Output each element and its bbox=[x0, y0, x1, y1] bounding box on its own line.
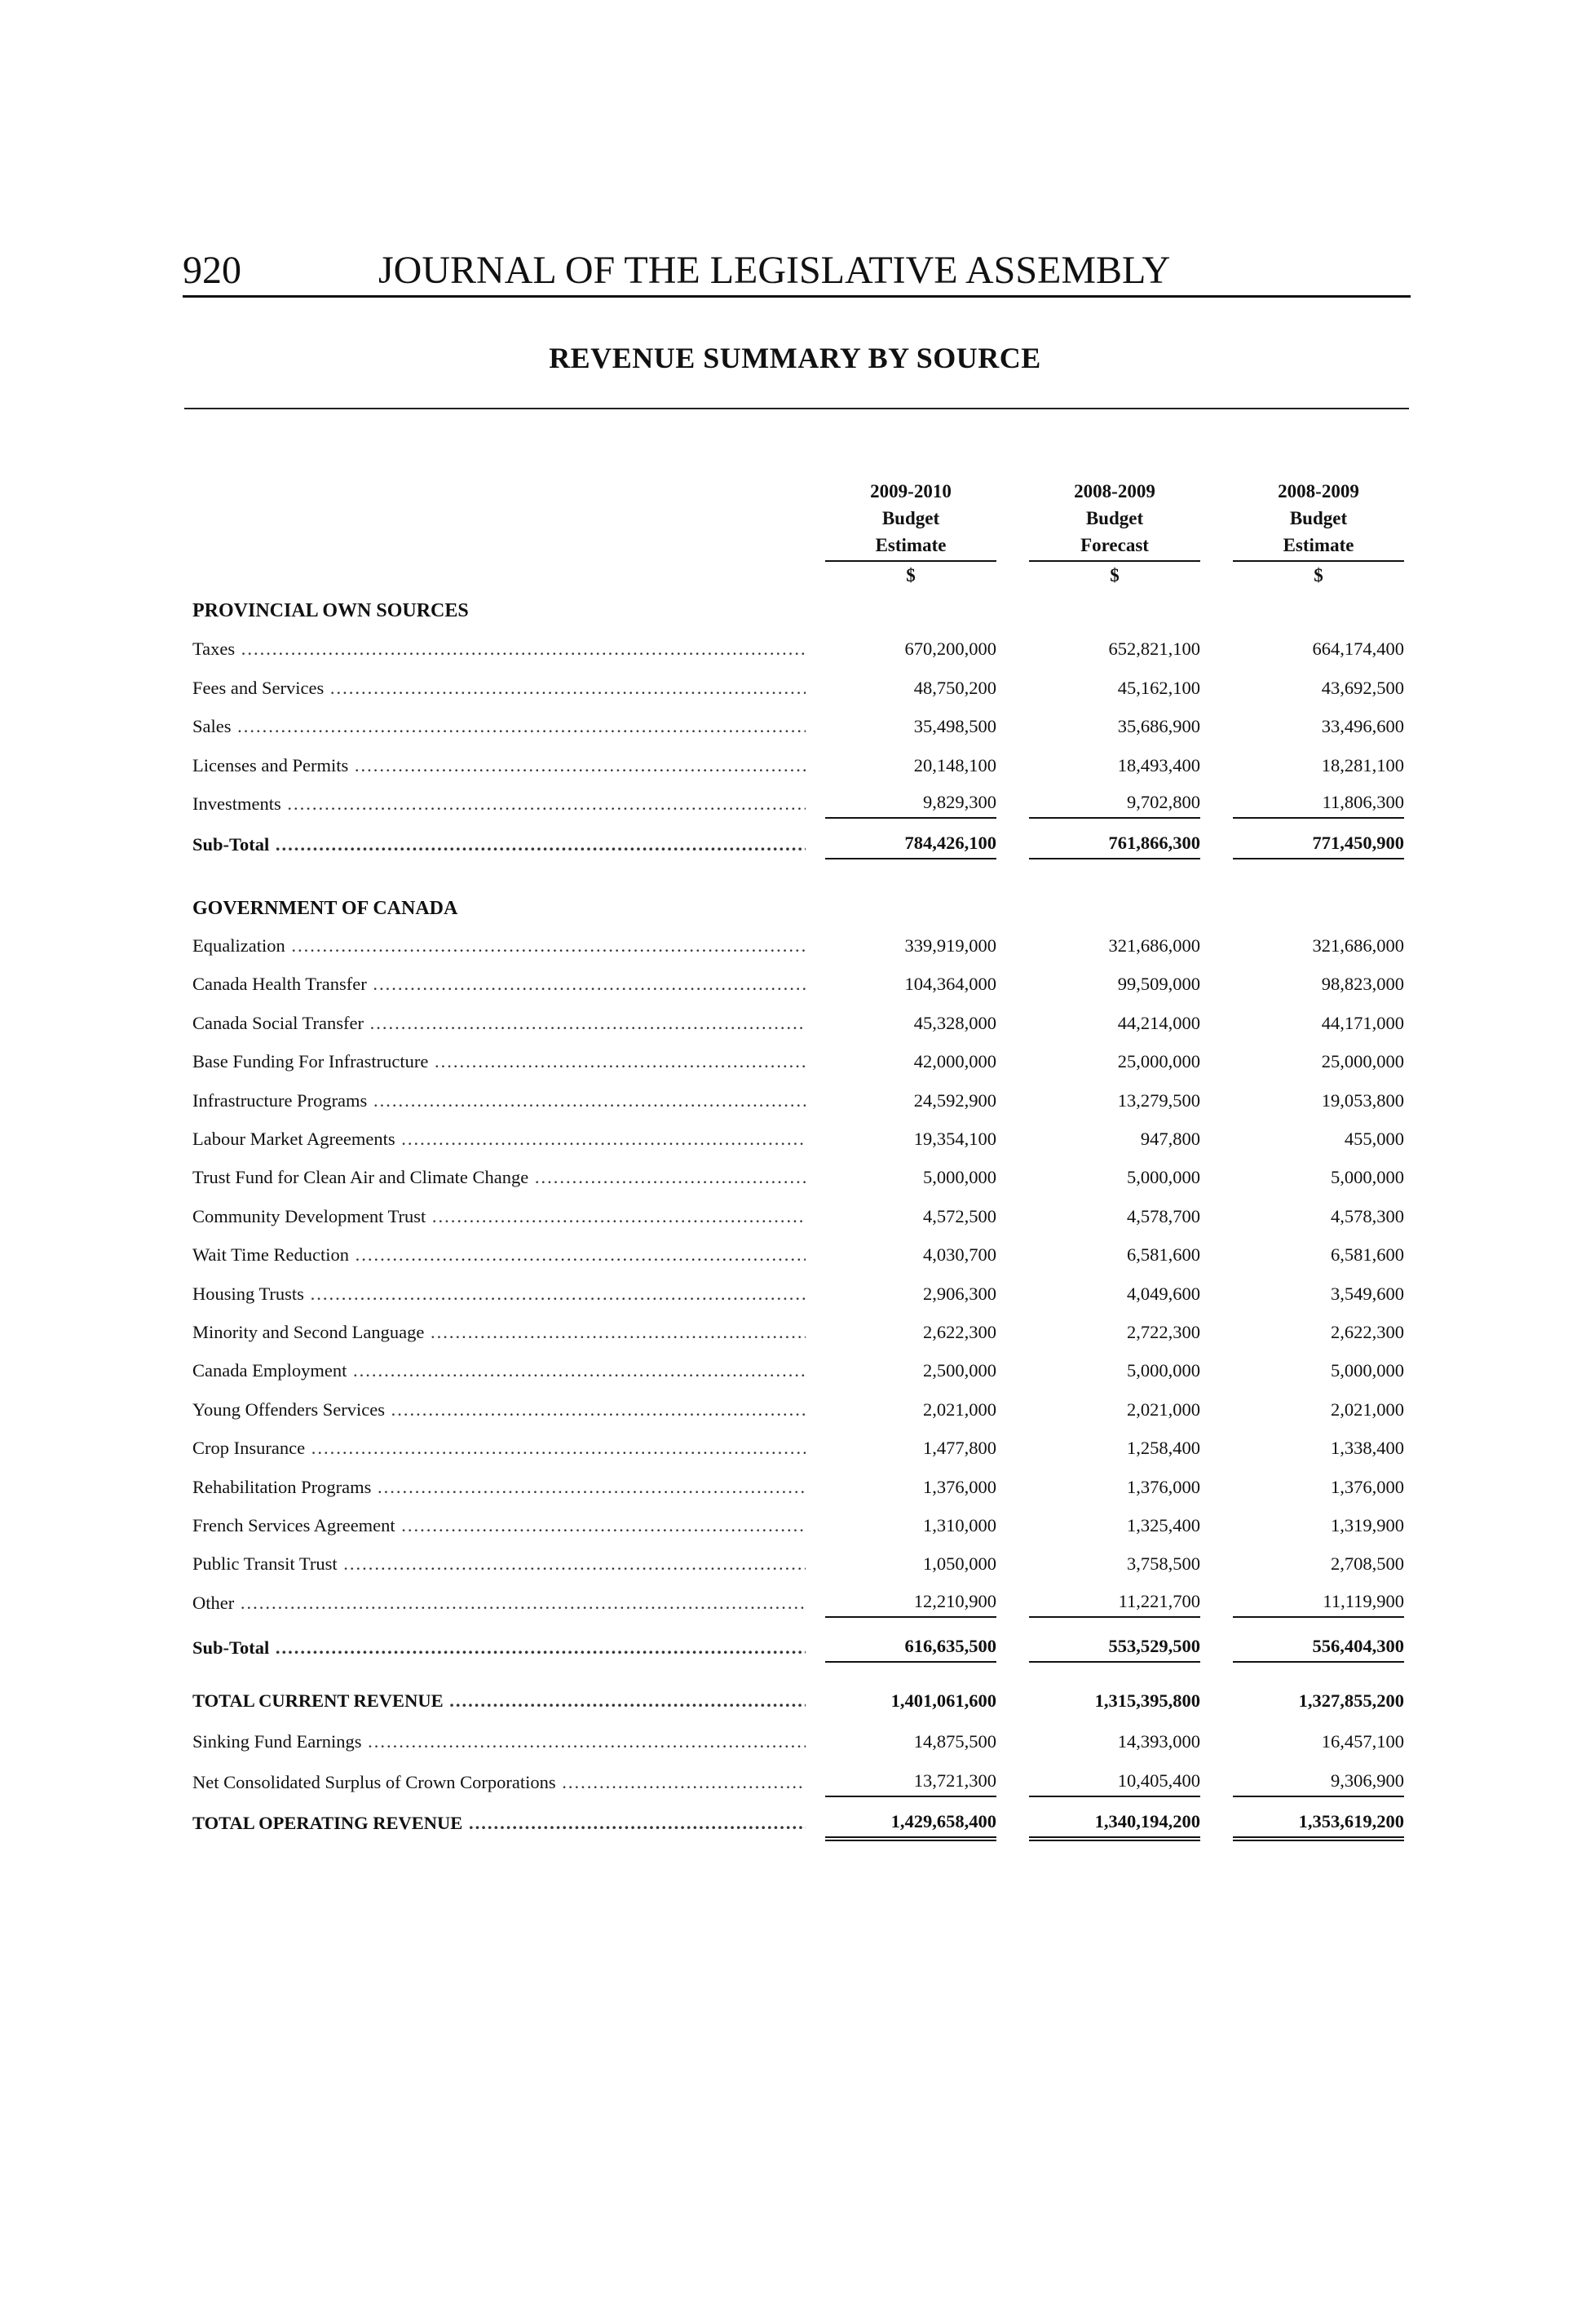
row-value: 20,148,100 bbox=[913, 754, 996, 775]
column-type: Budget bbox=[1289, 508, 1348, 528]
row-value: 42,000,000 bbox=[913, 1051, 996, 1072]
table-row bbox=[192, 930, 1404, 962]
row-label: Base Funding For Infrastructure ..... bbox=[192, 1045, 806, 1078]
page-number: 920 bbox=[183, 249, 241, 292]
row-value: 761,866,300 bbox=[1029, 828, 1200, 859]
row-label: Licenses and Permits ..... bbox=[192, 749, 806, 782]
row-value: 13,721,300 bbox=[825, 1766, 996, 1797]
row-label: French Services Agreement ..... bbox=[192, 1509, 806, 1542]
row-value: 11,806,300 bbox=[1233, 788, 1404, 819]
row-value: 13,279,500 bbox=[1117, 1089, 1200, 1111]
table-row bbox=[192, 1045, 1404, 1078]
row-label: Canada Social Transfer ..... bbox=[192, 1007, 806, 1040]
row-value: 2,722,300 bbox=[1127, 1322, 1200, 1342]
row-label: Canada Employment ..... bbox=[192, 1354, 806, 1387]
row-value: 1,477,800 bbox=[923, 1438, 996, 1459]
row-value: 2,622,300 bbox=[1331, 1322, 1404, 1342]
row-value: 48,750,200 bbox=[913, 677, 996, 698]
row-value: 45,328,000 bbox=[913, 1012, 996, 1033]
row-label: Community Development Trust ..... bbox=[192, 1200, 806, 1233]
table-row bbox=[192, 1766, 1404, 1799]
row-value: 5,000,000 bbox=[1331, 1167, 1404, 1188]
row-value: 556,404,300 bbox=[1233, 1632, 1404, 1663]
row-value: 33,496,600 bbox=[1321, 716, 1404, 736]
total-current-revenue-row bbox=[192, 1685, 1404, 1717]
row-value: 321,686,000 bbox=[1108, 935, 1200, 956]
row-label: Infrastructure Programs ..... bbox=[192, 1085, 806, 1117]
row-value: 455,000 bbox=[1344, 1129, 1404, 1149]
row-value: 947,800 bbox=[1140, 1129, 1200, 1149]
row-value: 1,327,855,200 bbox=[1298, 1690, 1404, 1711]
row-value: 5,000,000 bbox=[1127, 1167, 1200, 1188]
row-value: 98,823,000 bbox=[1321, 974, 1404, 995]
row-value: 2,708,500 bbox=[1331, 1553, 1404, 1575]
table-row bbox=[192, 1007, 1404, 1040]
row-label: Equalization ..... bbox=[192, 930, 806, 962]
row-value: 24,592,900 bbox=[913, 1089, 996, 1111]
column-year: 2009-2010 bbox=[870, 481, 952, 501]
row-value: 1,401,061,600 bbox=[890, 1690, 996, 1711]
row-label: Labour Market Agreements ..... bbox=[192, 1123, 806, 1155]
table-row bbox=[192, 1432, 1404, 1465]
row-label: Net Consolidated Surplus of Crown Corporations ..... bbox=[192, 1766, 806, 1799]
row-value: 104,364,000 bbox=[904, 974, 996, 995]
row-value: 1,429,658,400 bbox=[825, 1807, 996, 1841]
table-row bbox=[192, 633, 1404, 665]
row-value: 1,310,000 bbox=[923, 1515, 996, 1535]
row-value: 4,572,500 bbox=[923, 1205, 996, 1226]
row-label: Fees and Services ..... bbox=[192, 672, 806, 705]
subtotal-row bbox=[192, 1632, 1404, 1664]
row-value: 5,000,000 bbox=[1331, 1360, 1404, 1381]
row-value: 1,050,000 bbox=[923, 1553, 996, 1575]
row-value: 25,000,000 bbox=[1321, 1051, 1404, 1072]
row-value: 6,581,600 bbox=[1331, 1244, 1404, 1266]
row-value: 670,200,000 bbox=[904, 638, 996, 659]
table-row bbox=[192, 1200, 1404, 1233]
row-label: Sub-Total ..... bbox=[192, 1632, 806, 1664]
row-value: 9,829,300 bbox=[825, 788, 996, 819]
table-row bbox=[192, 1239, 1404, 1271]
row-value: 1,376,000 bbox=[1127, 1476, 1200, 1497]
row-label: Minority and Second Language ..... bbox=[192, 1316, 806, 1349]
table-row bbox=[192, 968, 1404, 1001]
row-value: 784,426,100 bbox=[825, 828, 996, 859]
row-label: TOTAL OPERATING REVENUE ..... bbox=[192, 1807, 806, 1840]
row-value: 6,581,600 bbox=[1127, 1244, 1200, 1266]
table-row bbox=[192, 672, 1404, 705]
row-value: 321,686,000 bbox=[1312, 935, 1404, 956]
column-year: 2008-2009 bbox=[1278, 481, 1359, 501]
row-value: 99,509,000 bbox=[1117, 974, 1200, 995]
row-label: TOTAL CURRENT REVENUE ..... bbox=[192, 1685, 806, 1717]
row-value: 1,353,619,200 bbox=[1233, 1807, 1404, 1841]
column-currency: $ bbox=[825, 560, 996, 589]
row-value: 19,354,100 bbox=[913, 1129, 996, 1149]
document-subtitle: REVENUE SUMMARY BY SOURCE bbox=[549, 342, 1041, 374]
row-value: 4,030,700 bbox=[923, 1244, 996, 1266]
row-label: Young Offenders Services ..... bbox=[192, 1394, 806, 1426]
row-value: 664,174,400 bbox=[1312, 638, 1404, 659]
row-label: Other ..... bbox=[192, 1587, 806, 1619]
row-value: 652,821,100 bbox=[1108, 638, 1200, 659]
column-currency: $ bbox=[1029, 560, 1200, 589]
row-label: Sub-Total ..... bbox=[192, 828, 806, 861]
table-row bbox=[192, 1085, 1404, 1117]
row-label: Crop Insurance ..... bbox=[192, 1432, 806, 1465]
row-value: 1,376,000 bbox=[923, 1476, 996, 1497]
row-value: 771,450,900 bbox=[1233, 828, 1404, 859]
row-label: Sinking Fund Earnings ..... bbox=[192, 1725, 806, 1758]
row-value: 5,000,000 bbox=[1127, 1360, 1200, 1381]
row-value: 18,493,400 bbox=[1117, 754, 1200, 775]
row-value: 1,338,400 bbox=[1331, 1438, 1404, 1459]
table-row bbox=[192, 1316, 1404, 1349]
row-label: Rehabilitation Programs ..... bbox=[192, 1471, 806, 1504]
row-label: Wait Time Reduction ..... bbox=[192, 1239, 806, 1271]
row-value: 35,686,900 bbox=[1117, 716, 1200, 736]
row-value: 11,221,700 bbox=[1029, 1587, 1200, 1618]
row-value: 11,119,900 bbox=[1233, 1587, 1404, 1618]
section-heading-federal: GOVERNMENT OF CANADA bbox=[192, 898, 458, 919]
row-value: 4,578,300 bbox=[1331, 1205, 1404, 1226]
row-value: 35,498,500 bbox=[913, 716, 996, 736]
row-value: 1,319,900 bbox=[1331, 1515, 1404, 1535]
table-row bbox=[192, 1725, 1404, 1758]
table-row bbox=[192, 1161, 1404, 1194]
row-label: Housing Trusts ..... bbox=[192, 1278, 806, 1310]
row-value: 3,549,600 bbox=[1331, 1283, 1404, 1304]
column-header-2008-2009-estimate bbox=[1233, 478, 1404, 589]
row-label: Public Transit Trust ..... bbox=[192, 1548, 806, 1580]
row-value: 44,214,000 bbox=[1117, 1012, 1200, 1033]
row-value: 14,875,500 bbox=[913, 1731, 996, 1752]
row-value: 18,281,100 bbox=[1321, 754, 1404, 775]
table-row bbox=[192, 1509, 1404, 1542]
row-value: 14,393,000 bbox=[1117, 1731, 1200, 1752]
row-value: 25,000,000 bbox=[1117, 1051, 1200, 1072]
row-value: 45,162,100 bbox=[1117, 677, 1200, 698]
row-value: 5,000,000 bbox=[923, 1167, 996, 1188]
column-type: Budget bbox=[1085, 508, 1144, 528]
column-kind: Estimate bbox=[875, 535, 947, 555]
table-row bbox=[192, 1548, 1404, 1580]
row-value: 2,622,300 bbox=[923, 1322, 996, 1342]
row-value: 2,021,000 bbox=[1331, 1398, 1404, 1420]
row-value: 1,325,400 bbox=[1127, 1515, 1200, 1535]
row-value: 2,021,000 bbox=[1127, 1398, 1200, 1420]
row-value: 2,906,300 bbox=[923, 1283, 996, 1304]
column-currency: $ bbox=[1233, 560, 1404, 589]
row-value: 12,210,900 bbox=[825, 1587, 996, 1618]
row-value: 1,315,395,800 bbox=[1094, 1690, 1200, 1711]
column-type: Budget bbox=[881, 508, 940, 528]
table-row bbox=[192, 710, 1404, 743]
row-label: Sales ..... bbox=[192, 710, 806, 743]
row-value: 43,692,500 bbox=[1321, 677, 1404, 698]
row-value: 9,702,800 bbox=[1029, 788, 1200, 819]
section-heading-provincial: PROVINCIAL OWN SOURCES bbox=[192, 600, 469, 621]
row-value: 16,457,100 bbox=[1321, 1731, 1404, 1752]
column-kind: Forecast bbox=[1080, 535, 1149, 555]
page-header bbox=[183, 245, 1411, 298]
row-value: 19,053,800 bbox=[1321, 1089, 1404, 1111]
row-value: 2,021,000 bbox=[923, 1398, 996, 1420]
table-row bbox=[192, 1587, 1404, 1619]
row-label: Canada Health Transfer ..... bbox=[192, 968, 806, 1001]
row-value: 616,635,500 bbox=[825, 1632, 996, 1663]
table-row bbox=[192, 1471, 1404, 1504]
row-label: Taxes ..... bbox=[192, 633, 806, 665]
row-value: 1,376,000 bbox=[1331, 1476, 1404, 1497]
row-value: 1,340,194,200 bbox=[1029, 1807, 1200, 1841]
row-value: 4,049,600 bbox=[1127, 1283, 1200, 1304]
row-label: Investments ..... bbox=[192, 788, 806, 820]
journal-title: JOURNAL OF THE LEGISLATIVE ASSEMBLY bbox=[378, 249, 1171, 292]
row-value: 3,758,500 bbox=[1127, 1553, 1200, 1575]
table-row bbox=[192, 1278, 1404, 1310]
row-value: 44,171,000 bbox=[1321, 1012, 1404, 1033]
table-row bbox=[192, 788, 1404, 820]
row-value: 339,919,000 bbox=[904, 935, 996, 956]
table-row bbox=[192, 749, 1404, 782]
row-value: 2,500,000 bbox=[923, 1360, 996, 1381]
table-row bbox=[192, 1123, 1404, 1155]
row-value: 10,405,400 bbox=[1029, 1766, 1200, 1797]
table-row bbox=[192, 1354, 1404, 1387]
subtotal-row bbox=[192, 828, 1404, 861]
title-rule bbox=[184, 408, 1409, 409]
column-header-2009-2010-estimate bbox=[825, 478, 996, 589]
row-value: 553,529,500 bbox=[1029, 1632, 1200, 1663]
row-value: 4,578,700 bbox=[1127, 1205, 1200, 1226]
column-kind: Estimate bbox=[1283, 535, 1354, 555]
row-label: Trust Fund for Clean Air and Climate Change ..... bbox=[192, 1161, 806, 1194]
row-value: 9,306,900 bbox=[1233, 1766, 1404, 1797]
total-operating-revenue-row bbox=[192, 1807, 1404, 1840]
column-header-2008-2009-forecast bbox=[1029, 478, 1200, 589]
table-row bbox=[192, 1394, 1404, 1426]
column-year: 2008-2009 bbox=[1074, 481, 1155, 501]
row-value: 1,258,400 bbox=[1127, 1438, 1200, 1459]
